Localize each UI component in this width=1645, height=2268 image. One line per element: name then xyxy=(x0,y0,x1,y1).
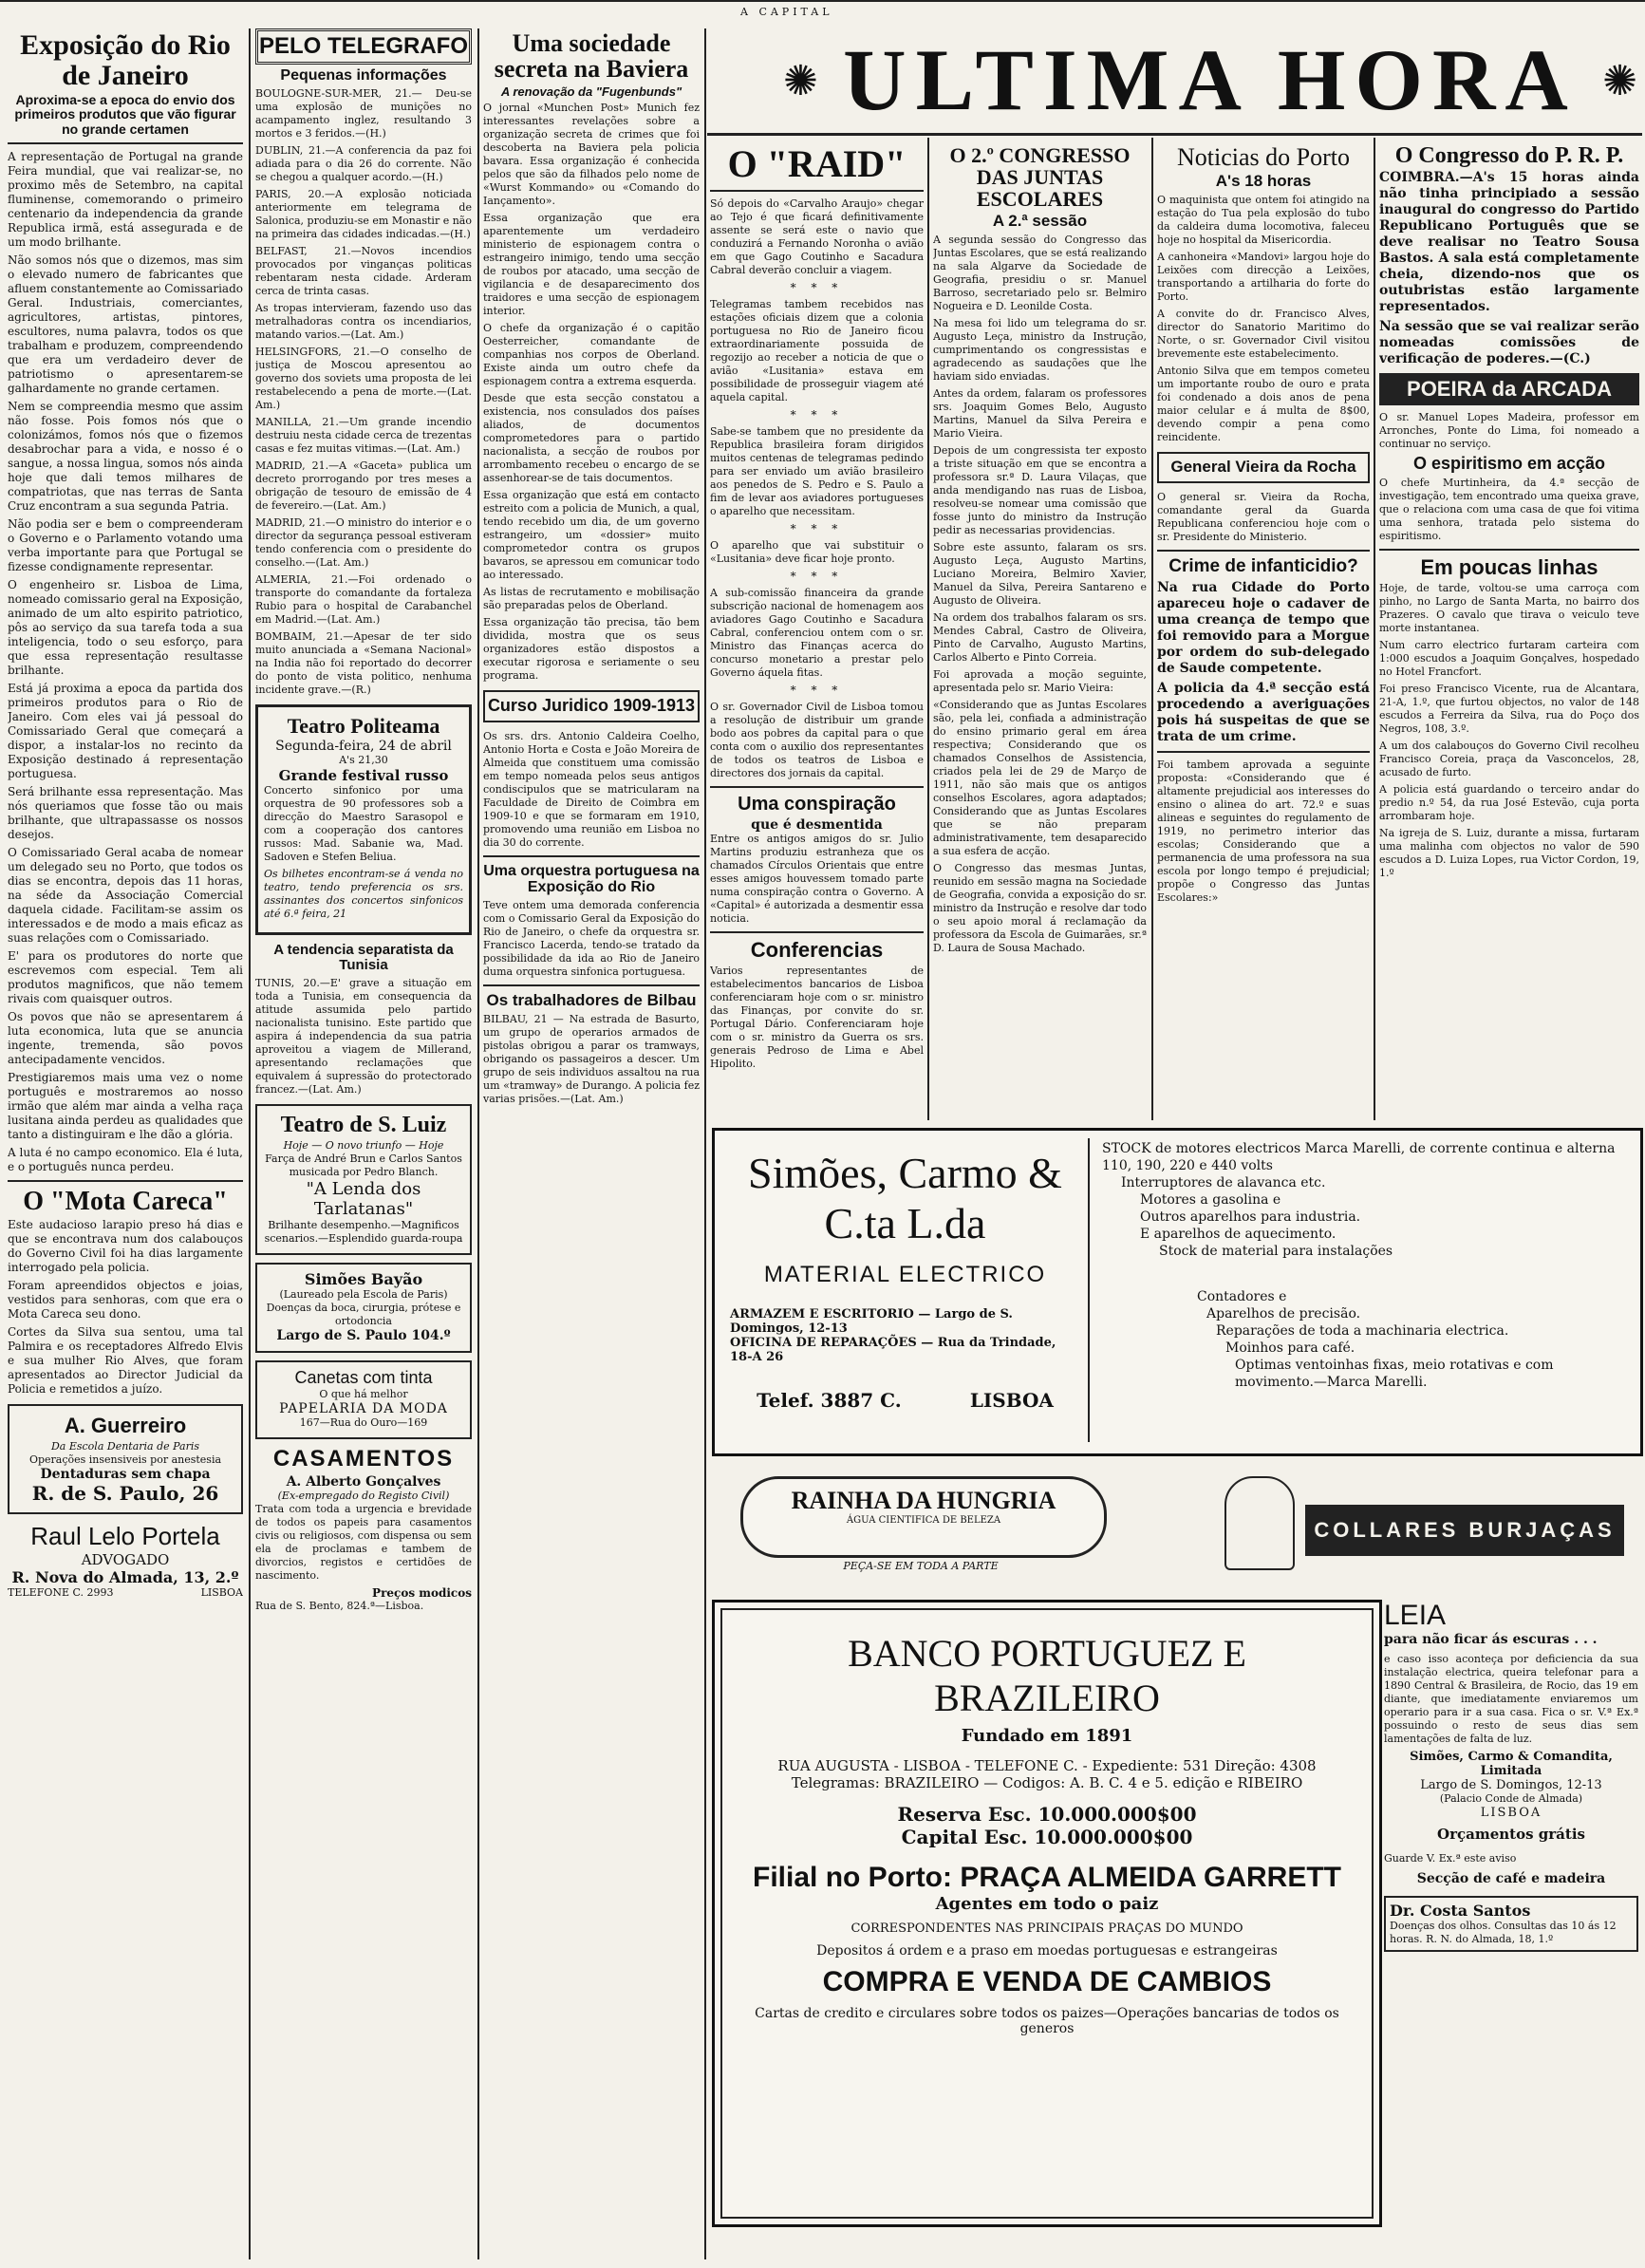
column-rule xyxy=(1151,138,1153,1120)
paragraph: Foram apreendidos objectos e joias, vestidos para senhoras, com que era o Mota Careca seu dono. xyxy=(8,1278,243,1321)
advert-dentist-costa xyxy=(1384,1896,1638,1952)
advert-simoes-carmo xyxy=(712,1128,1643,1456)
article-subtitle: Aproxima-se a epoca do envio dos primeiros produtos que vão figurar no grande certamen xyxy=(14,92,236,137)
paragraph: BILBAU, 21 — Na estrada de Basurto, um grupo de operarios armados de pistolas obrigou a parar os tramways, obrigando os passageiros a descer. Um grupo de seis individuos assaltou na rua um «tramway» de Durango. A policia fez varias prisões.—(Lat. Am.) xyxy=(483,1012,700,1105)
advert-collares xyxy=(1224,1476,1633,1571)
article-title: A tendencia separatista da Tunisia xyxy=(273,941,454,974)
column-2 xyxy=(255,28,472,2259)
advert-text: e caso isso aconteça por deficiencia da sua instalação electrica, queira telefonar para a 1890 Central & Brasileira, de Rocio, das 19 em diante, que imediatamente enviaremos um operario para ir a sua casa. Fica o sr. V.ª Ex.ª possuindo o resto de seus dias sem lamentações de falta de luz. xyxy=(1384,1653,1638,1745)
paragraph: O general sr. Vieira da Rocha, comandante geral da Guarda Republicana conferenciou hoje com o sr. Presidente do Ministerio. xyxy=(1157,490,1370,543)
paragraph: Na rua Cidade do Porto apareceu hoje o cadaver de uma creança de tempo que foi removido para a Morgue por ordem do sub-delegado de Saude competente. xyxy=(1157,579,1370,676)
paragraph: Na mesa foi lido um telegrama do sr. Augusto Leça, ministro da Instrução, cumprimentando os congressistas e agradecendo as saudações que lhe haviam sido enviadas. xyxy=(933,316,1147,383)
paragraph: Nem se compreendia mesmo que assim não fosse. Pois fomos nós que o colonizámos, fomos nós que o fizemos desabrochar para a vida, e nosso é o sangue, a nossa lingua, somos nós ainda hoje que dali temos milhares de compatriotas, que nas terras de Santa Cruz encontram a sua segunda Patria. xyxy=(8,400,243,514)
advert-text: Trata com toda a urgencia e brevidade de todos os papeis para casamentos civis ou religiosos, com dispensa ou sem ela de proclamas e tambem de divorcios, registos e certidões de nascimento. xyxy=(255,1503,472,1583)
advert-seccao: Secção de café e madeira xyxy=(1416,1871,1606,1886)
advert-name: BANCO PORTUGUEZ E BRAZILEIRO xyxy=(848,1632,1246,1719)
article-title: O "Mota Careca" xyxy=(23,1187,228,1217)
paragraph: Não somos nós que o dizemos, mas sim o elevado numero de fabricantes que afluem constantemente ao Comissariado Geral. Industriais, comerciantes, agricultores, artistas, pintores, escultores, numa palavra, todos os que trabalham e produzem, compreendendo que era um verdadeiro dever de patriotismo o apresentarem-se galhardamente no grande certamen. xyxy=(8,253,243,396)
article-title: Noticias do Porto xyxy=(1177,143,1350,171)
paragraph: «Considerando que as Juntas Escolares são, pela lei, confiada a administração do ensino primario geral em área respectiva; Considerando que os chamados Conselhos de Assistencia, criados pela lei de 29 de Março de 1911, não são mais que os antigos conselhos Escolares, agora adaptados; Considerando que as Juntas Escolares que se não preparam administrativamente, tem desaparecido a sua esfera de acção. xyxy=(933,698,1147,857)
ornament-icon: ✺ xyxy=(783,57,818,105)
advert-line: Reparações de toda a machinaria electrica. xyxy=(1216,1323,1509,1339)
paragraph: Varios representantes de estabelecimentos bancarios de Lisboa conferenciaram hoje com o sr. ministro das Finanças, por convite do sr. Portugal Dário. Conferenciaram hoje com o sr. ministro da Guerra os srs. generais Pedroso de Lima e Abel Hipolito. xyxy=(710,965,924,1071)
paragraph: Cortes da Silva sua sentou, uma tal Palmira e os receptadores Alfredo Elvis e sua mulher Rio Alves, que foram apresentados ao Director Judicial da Policia e remetidos a juízo. xyxy=(8,1324,243,1396)
running-head: A CAPITAL xyxy=(740,6,833,18)
advert-city: LISBOA xyxy=(969,1389,1054,1412)
paragraph: TUNIS, 20.—E' grave a situação em toda a Tunisia, em consequencia da atitude assumida pelo partido nacionalista tunisino. Este partido que aspira á independencia da sua patria aproveitou a viagem de Millerand, apresentando reclamações que equivalem á supressão do protectorado francez.—(Lat. Am.) xyxy=(255,976,472,1096)
advert-sluiz xyxy=(255,1104,472,1255)
article-subtitle: A 2.ª sessão xyxy=(992,212,1088,231)
advert-address: Rua de S. Bento, 824.ª—Lisboa. xyxy=(255,1600,424,1613)
paragraph: COIMBRA.—A's 15 horas ainda não tinha principiado a sessão inaugural do congresso do Partido Republicano Português que se deve realisar no Teatro Sousa Bastos. A sala está completamente cheia, dizendo-nos que os outubristas estão largamente representados. xyxy=(1379,170,1639,315)
advert-bayao xyxy=(255,1263,472,1353)
advert-filial: Filial no Porto: PRAÇA ALMEIDA GARRETT xyxy=(753,1862,1341,1893)
article-title: Crime de infanticidio? xyxy=(1168,555,1358,576)
paragraph: Hoje, de tarde, voltou-se uma carroça com pinho, no Largo de Santa Marta, no bairro dos Prazeres. O cavalo que tirava o veiculo teve morte instantanea. xyxy=(1379,582,1639,635)
telegram: PARIS, 20.—A explosão noticiada anteriormente em telegrama de Salonica, produziu-se em Monastir e não na primeira das cidades indicadas.—(H.) xyxy=(255,187,472,240)
advert-title: "A Lenda dos Tarlatanas" xyxy=(306,1178,421,1219)
column-rule xyxy=(704,28,706,2259)
advert-line: ARMAZEM E ESCRITORIO — Largo de S. Domingos, 12-13 xyxy=(730,1307,1013,1336)
paragraph: A policia da 4.ª secção está procedendo a averiguações pois há suspeitas de que se trata de um crime. xyxy=(1157,680,1370,744)
advert-name: A. Alberto Gonçalves xyxy=(286,1474,441,1490)
advert-reserva: Reserva Esc. 10.000.000$00 xyxy=(897,1803,1197,1826)
paragraph: A sub-comissão financeira da grande subscrição nacional de homenagem aos aviadores Gago Coutinho e Sacadura Cabral, conferenciou ontem com o sr. Ministro das Finanças acerca do concurso monetario a prestar pelo Governo áquela fitas. xyxy=(710,587,924,679)
advert-banco xyxy=(712,1600,1382,2227)
column-6 xyxy=(1157,142,1370,1120)
advert-company: Simões, Carmo & Comandita, Limitada xyxy=(1410,1750,1613,1778)
telegraph-logo: PELO TELEGRAFO xyxy=(255,28,472,65)
paragraph: Desde que esta secção constatou a existencia, nos consulados dos países aliados, de documentos comprometedores para o partido nacionalista, a secção de roubos por arrombamento recebeu o encargo de se assenhorear-se de tais documentos. xyxy=(483,391,700,484)
paragraph: O chefe da organização é o capitão Oesterreicher, comandante de companhias nos corpos de Oberland. Existe ainda um outro chefe da espionagem contra a extrema esquerda. xyxy=(483,321,700,387)
article-title: Conferencias xyxy=(750,938,884,962)
advert-line: Farça de André Brun e Carlos Santos musicada por Pedro Blanch. xyxy=(265,1152,462,1178)
column-7 xyxy=(1379,142,1639,1120)
advert-orcamentos: Orçamentos grátis xyxy=(1437,1826,1585,1843)
advert-line: Contadores e xyxy=(1197,1289,1287,1304)
advert-name: COLLARES BURJAÇAS xyxy=(1305,1505,1624,1556)
paragraph: Os povos que não se apresentarem á luta economica, luta que se anuncia ingente, tremenda, são povos antecipadamente vencidos. xyxy=(8,1010,243,1067)
advert-name: Simões, Carmo & C.ta L.da xyxy=(748,1149,1062,1247)
paragraph: A convite do dr. Francisco Alves, director do Sanatorio Maritimo do Norte, o sr. Governador Civil visitou brevemente este estabelecimento. xyxy=(1157,307,1370,360)
paragraph: O sr. Governador Civil de Lisboa tomou a resolução de distribuir um grande bodo aos pobres da capital para o que conta com o auxilio dos representantes de todos os teatros de Lisboa e directores dos jornais da capital. xyxy=(710,701,924,779)
paragraph: Teve ontem uma demorada conferencia com o Comissario Geral da Exposição do Rio de Janeiro, o chefe da orquestra sr. Francisco Lacerda, tendo-se tratado da possibilidade da ida ao Rio de Janeiro duma orquestra sinfonica portuguesa. xyxy=(483,898,700,978)
advert-city: LISBOA xyxy=(200,1585,243,1599)
telegram: BOMBAIM, 21.—Apesar de ter sido muito anunciada a «Semana Nacional» na India não foi reportado do decorrer do ponto de vista politico, nenhuma incidente grave.—(R.) xyxy=(255,629,472,696)
advert-address: Largo de S. Paulo 104.º xyxy=(276,1327,451,1343)
paragraph: Sobre este assunto, falaram os srs. Augusto Leça, Augusto Martins, Luciano Moreira, Belmiro Xavier, Manuel da Silva, Pereira Santareno e Augusto de Oliveira. xyxy=(933,540,1147,607)
paragraph: Este audacioso larapio preso há dias e que se encontrava num dos calabouços do Governo Civil foi ha dias largamente interrogado pela policia. xyxy=(8,1217,243,1274)
advert-address: (Palacio Conde de Almada) xyxy=(1439,1792,1583,1805)
article-title: Os trabalhadores de Bilbau xyxy=(486,990,697,1009)
column-3 xyxy=(483,28,700,2259)
article-title: Uma conspiração xyxy=(738,794,896,815)
telegram: BOULOGNE-SUR-MER, 21.— Deu-se uma explosão de munições no acampamento inglez, resultando 3 mortos e 3 feridos.—(H.) xyxy=(255,86,472,140)
paragraph: A segunda sessão do Congresso das Juntas Escolares, que se está realizando na sala Algarve da Sociedade de Geografia, presidiu o sr. Manuel Barroso, secretariado pelo sr. Belmiro Nogueira e D. Leonilde Costa. xyxy=(933,233,1147,312)
advert-name: Raul Lelo Portela xyxy=(30,1521,220,1550)
paragraph: Depois de um congressista ter exposto a triste situação em que se encontra a professora sr.ª D. Laura Vilaças, que anda mendigando nas ruas de Lisboa, resolveu-se nomear uma comissão que fosse junto do ministro da Instrução pedir as necessarias providencias. xyxy=(933,443,1147,536)
advert-hour: A's 21,30 xyxy=(339,753,388,766)
advert-date: Segunda-feira, 24 de abril xyxy=(275,738,452,754)
paragraph: Foi preso Francisco Vicente, rua de Alcantara, 21-A, 1.º, que furtou objectos, no valor de 148 escudos a Ferreira da Silva, rua do Poço dos Negros, 108, 3.º. xyxy=(1379,683,1639,736)
advert-text: Concerto sinfonico por uma orquestra de 90 professores sob a direcção do Maestro Sarasopol e com a cooperação dos cantores russos: Mad. Sabanie wa, Mad. Sadoven e Stefen Beliua. xyxy=(264,783,463,863)
advert-line: Optimas ventoinhas fixas, meio rotativas e com movimento.—Marca Marelli. xyxy=(1235,1358,1554,1390)
advert-address: R. Nova do Almada, 13, 2.º xyxy=(11,1567,239,1586)
advert-phone: Telef. 3887 C. xyxy=(757,1389,902,1412)
paragraph: Não podia ser e bem o compreenderam o Governo e o Parlamento votando uma verba importante para que Portugal se fizesse condignamente representar. xyxy=(8,517,243,574)
advert-line: Outros aparelhos para industria. xyxy=(1140,1209,1361,1225)
paragraph: A um dos calabouços do Governo Civil recolheu Francisco Coreia, praça da Vasconcelos, 28, acusado de furto. xyxy=(1379,740,1639,779)
advert-politeama xyxy=(255,704,472,935)
advert-line: E aparelhos de aquecimento. xyxy=(1140,1227,1337,1242)
article-title: General Vieira da Rocha xyxy=(1170,457,1356,476)
advert-address: RUA AUGUSTA - LISBOA - TELEFONE C. - Expediente: 531 Direção: 4308 xyxy=(777,1757,1317,1774)
column-rule xyxy=(1374,138,1375,1120)
advert-line: Motores a gasolina e xyxy=(1140,1192,1281,1208)
advert-line: Brilhante desempenho.—Magnificos scenarios.—Esplendido guarda-roupa xyxy=(264,1218,463,1245)
article-title: O "RAID" xyxy=(727,142,907,185)
column-rule xyxy=(477,28,479,2259)
paragraph: Num carro electrico furtaram carteira com 1:000 escudos a Joaquim Gonçalves, hospedado no Hotel Francfort. xyxy=(1379,639,1639,679)
paragraph: Só depois do «Carvalho Araujo» chegar ao Tejo é que ficará definitivamente assente se será este o navio que conduzirá a Fernando Noronha o avião em que Gago Coutinho e Sacadura Cabral deverão concluir a viagem. xyxy=(710,197,924,276)
banner-title: ULTIMA HORA xyxy=(843,31,1578,128)
article-title: O espiritismo em acção xyxy=(1412,454,1606,474)
advert-deposits: Depositos á ordem e a praso em moedas portuguesas e estrangeiras xyxy=(816,1943,1278,1959)
paragraph: Na sessão que se vai realizar serão nomeadas comissões de verificação de poderes.—(C.) xyxy=(1379,319,1639,367)
advert-address: R. de S. Paulo, 26 xyxy=(31,1481,219,1505)
paragraph: O aparelho que vai substituir o «Lusitania» deve ficar hoje pronto. xyxy=(710,539,924,565)
article-title: Curso Juridico 1909-1913 xyxy=(487,695,696,715)
advert-rainha xyxy=(721,1467,1120,1581)
paragraph: O sr. Manuel Lopes Madeira, professor em Arronches, Ponte do Lima, foi nomeado a continuar no serviço. xyxy=(1379,411,1639,451)
paragraph: Antes da ordem, falaram os professores srs. Joaquim Gomes Belo, Augusto Martins, Manuel da Silva Pereira e Mario Vieira. xyxy=(933,386,1147,440)
article-subtitle: A's 18 horas xyxy=(1215,172,1312,191)
article-title: Exposição do Rio de Janeiro xyxy=(20,29,231,91)
article-title: Uma orquestra portuguesa na Exposição do Rio xyxy=(483,862,700,896)
paragraph: As listas de recrutamento e mobilisação são preparadas pelos de Oberland. xyxy=(483,585,700,611)
telegram: BELFAST, 21.—Novos incendios provocados por vinganças politicas rebentaram nesta cidade. Arderam cerca de trinta casas. xyxy=(255,244,472,297)
advert-correspondents: CORRESPONDENTES NAS PRINCIPAIS PRAÇAS DO MUNDO xyxy=(851,1921,1243,1936)
advert-line: Aparelhos de precisão. xyxy=(1206,1306,1361,1321)
advert-subtitle: ÁGUA CIENTIFICA DE BELEZA xyxy=(846,1515,1001,1526)
advert-note: Os bilhetes encontram-se á venda no teatro, tendo preferencia os srs. assinantes dos concertos sinfonicos até 6.ª feira, 21 xyxy=(264,867,463,920)
advert-subtitle: O que há melhor xyxy=(319,1387,408,1400)
advert-text: Doenças dos olhos. Consultas das 10 ás 12 horas. R. N. do Almada, 18, 1.º xyxy=(1390,1920,1617,1945)
paragraph: Entre os antigos amigos do sr. Julio Martins produziu estranheza que os chamados Círculos Orientais que entre esses amigos houvessem tomado parte numa conspiração contra o Governo. A «Capital» é autorizada a desmentir essa noticia. xyxy=(710,833,924,925)
ultima-hora-banner xyxy=(783,28,1637,131)
paragraph: Foi tambem aprovada a seguinte proposta: «Considerando que é altamente prejudicial aos interesses do ensino o alinea do art. 72.º e suas alineas e seguintes do regulamento de 1919, no perimetro interior das escolas; Considerando que a permanencia de uma professora na sua escola por longo tempo é prejudicial; propõe o Congresso das Juntas Escolares:» xyxy=(1157,758,1370,904)
advert-line: OFICINA DE REPARAÇÕES — Rua da Trindade, 18-A 26 xyxy=(730,1336,1056,1364)
paragraph: Está já proxima a epoca da partida dos primeiros produtos para o Rio de Janeiro. Com eles vai já pessoal do Comissariado Geral que começará a dispor, a instalar-los no recinto da Exposição destinado á representação portuguesa. xyxy=(8,682,243,781)
paragraph: Telegramas tambem recebidos nas estações oficiais dizem que a colonia portuguesa no Rio de Janeiro ficou extraordinariamente possuida de regozijo ao receber a noticia de que o avião «Lusitania» estava em possibilidade de prosseguir viagem até aquela capital. xyxy=(710,298,924,403)
paragraph: O chefe Murtinheira, da 4.ª secção de investigação, tem encontrado uma queixa grave, que o relaciona com uma casa de que foi vitima uma senhora, tratada pelo sistema do espiritismo. xyxy=(1379,476,1639,542)
advert-subtitle: (Ex-empregado do Registo Civil) xyxy=(277,1490,450,1503)
paragraph: O jornal «Munchen Post» Munich fez interessantes revelações sobre a organização secreta de crimes que foi descoberta na Baviera pela policia bavara. Essa organização é conhecida pelos que são da filhados pelo nome de «Wurst Kommando» ou «Comando do Iançamento». xyxy=(483,101,700,207)
advert-name: A. Guerreiro xyxy=(64,1413,187,1437)
paragraph: A representação de Portugal na grande Feira mundial, que vai realizar-se, no proximo mês de Setembro, na capital fluminense, comemorando o primeiro centenario da independencia da grande Republica irmã, está assegurada e de um modo brilhante. xyxy=(8,150,243,250)
advert-prices: Preços modicos xyxy=(372,1586,472,1601)
article-title: O 2.º CONGRESSO DAS JUNTAS ESCOLARES xyxy=(949,143,1131,212)
advert-tag: PEÇA-SE EM TODA A PARTE xyxy=(843,1560,999,1572)
column-1 xyxy=(8,28,243,2259)
advert-address: Largo de S. Domingos, 12-13 xyxy=(1420,1778,1602,1792)
advert-lawyer xyxy=(8,1522,243,1599)
advert-phone: TELEFONE C. 2993 xyxy=(8,1585,114,1599)
article-title: O Congresso do P. R. P. xyxy=(1394,143,1624,168)
advert-line: MATERIAL ELECTRICO xyxy=(763,1262,1047,1287)
paragraph: Prestigiaremos mais uma vez o nome português e mostraremos ao nosso irmão que além mar ainda a velha raça lusitana ainda perdeu as qualidades que tanto a distinguiram e lhe dão a glória. xyxy=(8,1071,243,1142)
advert-telegrams: Telegramas: BRAZILEIRO — Codigos: A. B. C. 4 e 5. edição e RIBEIRO xyxy=(791,1774,1303,1791)
paragraph: Essa organização que era aparentemente um verdadeiro ministerio de espionagem contra o estrangeiro inimigo, tendo uma secção de roubos por atacado, uma secção de vigilancia e de desaparecimento dos traidores e uma secção de espionagem interior. xyxy=(483,211,700,317)
paragraph: Será brilhante essa representação. Mas nós queriamos que fosse tão ou mais brilhante, que ultrapassasse os nossos desejos. xyxy=(8,785,243,842)
paragraph: O Congresso das mesmas Juntas, reunido em sessão magna na Sociedade de Geografia, convida a exposição do sr. ministro da Instrução e resolve dar todo o seu apoio moral á reclamação da professora da Escola de Guimarães, sr.ª D. Laura de Sousa Machado. xyxy=(933,861,1147,954)
advert-capital: Capital Esc. 10.000.000$00 xyxy=(901,1826,1193,1848)
advert-leia xyxy=(1384,1600,1638,2221)
advert-cartas: Cartas de credito e circulares sobre todos os paizes—Operações bancarias de todos os generos xyxy=(755,2006,1339,2036)
paragraph: A canhoneira «Mandovi» largou hoje do Leixões com direcção a Leixões, transportando a artilharia do forte do Porto. xyxy=(1157,250,1370,303)
telegram: DUBLIN, 21.—A conferencia da paz foi adiada para o dia 26 do corrente. Não se chegou a qualquer acordo.—(H.) xyxy=(255,143,472,183)
article-subtitle: que é desmentida xyxy=(751,817,883,833)
paragraph: Na ordem dos trabalhos falaram os srs. Mendes Cabral, Castro de Oliveira, Pinto de Carvalho, Augusto Martins, Carlos Alberto e Pinto Correia. xyxy=(933,610,1147,664)
advert-line: Interruptores de alavanca etc. xyxy=(1121,1175,1326,1190)
section-header xyxy=(1157,452,1370,483)
article-title: Em poucas linhas xyxy=(1420,554,1598,579)
ornament-icon: ✺ xyxy=(1602,57,1637,105)
advert-agents: Agentes em todo o paiz xyxy=(935,1894,1159,1914)
advert-line: Stock de material para instalações xyxy=(1159,1244,1393,1259)
advert-title: STOCK de motores electricos Marca Marelli, de corrente continua e alterna 110, 190, 220 e 440 volts xyxy=(1102,1141,1616,1173)
advert-title: Grande festival russo xyxy=(278,766,449,784)
advert-text: Doenças da boca, cirurgia, prótese e ortodoncia xyxy=(266,1301,461,1327)
paragraph: Essa organização que está em contacto estreito com a policia de Munich, a qual, tendo recebido um dia, de um governo estrangeiro, um «dossier» muito comprometedor contra os grupos bavaros, se apressou em comunicar todo ao interessado. xyxy=(483,488,700,581)
paragraph: Essa organização tão precisa, tão bem dividida, mostra que os seus organizadores estão dispostos a executar rigorosa e seriamente o seu programa. xyxy=(483,615,700,682)
paragraph: Foi aprovada a moção seguinte, apresentada pelo sr. Mario Vieira: xyxy=(933,667,1147,694)
advert-name: Teatro Politeama xyxy=(287,713,440,738)
article-title: Uma sociedade secreta na Baviera xyxy=(494,29,689,84)
column-rule xyxy=(249,28,251,2259)
advert-canetas xyxy=(255,1360,472,1439)
advert-cambios: COMPRA E VENDA DE CAMBIOS xyxy=(822,1966,1272,1997)
advert-title: Canetas com tinta xyxy=(294,1367,433,1387)
paragraph: Sabe-se tambem que no presidente da Republica brasileira foram dirigidos muitos centenas de telegramas pedindo para ser enviado um avião brasileiro aos penedos de S. Pedro e S. Paulo a fim de levar aos aviadores portugueses o aparelho que necessitam. xyxy=(710,425,924,517)
advert-subtitle: ADVOGADO xyxy=(81,1550,170,1568)
paragraph: A luta é no campo economico. Ela é luta, e o português nunca perdeu. xyxy=(8,1146,243,1174)
advert-name: RAINHA DA HUNGRIA xyxy=(791,1487,1056,1514)
advert-left xyxy=(722,1138,1090,1442)
poeira-logo: POEIRA da ARCADA xyxy=(1379,373,1639,405)
advert-line: Moinhos para café. xyxy=(1225,1340,1355,1356)
advert-subtitle: Da Escola Dentaria de Paris xyxy=(50,1439,200,1453)
advert-title: LEIA xyxy=(1384,1600,1447,1631)
telegram: HELSINGFORS, 21.—O conselho de justiça de Moscou apresentou ao governo dos soviets uma proposta de lei restabelecendo a pena de morte.—(Lat. Am.) xyxy=(255,345,472,411)
paragraph: Na igreja de S. Luiz, durante a missa, furtaram uma malinha com objectos no valor de 590 escudos a D. Luiza Lopes, rua Victor Cordon, 19, 1.º xyxy=(1379,827,1639,880)
paragraph: O engenheiro sr. Lisboa de Lima, nomeado comissario geral na Exposição, animado de um alto espirito patriotico, pôs ao serviço da sua tarefa toda a sua inteligencia, todo o seu esforço, para que essa representação resultasse brilhante. xyxy=(8,578,243,678)
section-subtitle: Pequenas informações xyxy=(280,67,447,84)
advert-city: LISBOA xyxy=(1480,1806,1542,1820)
advert-dentist xyxy=(8,1404,243,1514)
column-rule xyxy=(927,138,929,1120)
paragraph: E' para os produtores do norte que escrevemos com especial. Tem ali produtos magnificos, que não temem rivais com quaisquer outros. xyxy=(8,949,243,1006)
paragraph: O Comissariado Geral acaba de nomear um delegado seu no Porto, que todos os dias se encontra, depois das 11 horas, na séde da Associação Comercial daquela cidade. Facilitam-se assim os interessados e de modo a mais eficaz as suas relações com o Comissariado. xyxy=(8,846,243,946)
paragraph: A policia está guardando o terceiro andar do predio n.º 54, da rua José Estevão, cuja porta arrombaram hoje. xyxy=(1379,783,1639,823)
advert-shop: PAPELARIA DA MODA xyxy=(279,1400,448,1416)
advert-line: Hoje — O novo triunfo — Hoje xyxy=(283,1138,444,1152)
section-header xyxy=(483,690,700,722)
advert-founded: Fundado em 1891 xyxy=(961,1726,1133,1746)
advert-footer: Guarde V. Ex.ª este aviso xyxy=(1384,1852,1517,1865)
advert-name: Simões Bayão xyxy=(304,1269,423,1288)
column-5 xyxy=(933,142,1147,1120)
telegram: ALMERIA, 21.—Foi ordenado o transporte do comandante da fortaleza Rubio para o hospital de Carabanchel em Madrid.—(Lat. Am.) xyxy=(255,572,472,626)
advert-subtitle: para não ficar ás escuras . . . xyxy=(1384,1632,1598,1647)
column-4: O "RAID" Só depois do «Carvalho Araujo» chegar ao Tejo é que ficará definitivamente assente se será este o navio que conduzirá a Fernando Noronha o avião em que Gago Coutinho e Sacadura Cabral deverão concluir a viagem. * * * Telegramas tambem recebidos nas estações oficiais dizem que a colonia portuguesa no Rio de Janeiro ficou extraordinariamente possuida de regozijo ao receber a noticia de que o avião «Lusitania» estava em possibilidade de prosseguir viagem até aquela capital. * * * Sabe-se tambem que no presidente da Republica brasileira foram dirigidos muitos centenas de telegramas pedindo para ser enviado um avião brasileiro aos penedos de S. Pedro e S. Paulo a fim de levar aos aviadores portugueses o aparelho que necessitam. * * * O aparelho que vai substituir o «Lusitania» deve ficar hoje pronto. * * * A sub-comissão financeira da grande subscrição nacional de homenagem aos aviadores Gago Coutinho e Sacadura Cabral, conferenciou ontem com o sr. Ministro das Finanças acerca do concurso monetario a prestar pelo Governo áquela fitas. * * * O sr. Governador Civil de Lisboa tomou a resolução de distribuir um grande bodo aos pobres da capital para o que conta com o auxilio dos representantes de todos os teatros de Lisboa e directores dos jornais da capital. Uma conspiração que é desmentida Entre os antigos amigos do sr. Julio Martins produziu estranheza que os chamados Círculos Orientais que entre esses amigos houvessem tomado parte numa conspiração contra o Governo. A «Capital» é autorizada a desmentir essa noticia. Conferencias Varios representantes de estabelecimentos bancarios de Lisboa conferenciaram hoje com o sr. ministro das Finanças, por convite do sr. Portugal Dário. Conferenciaram hoje com o sr. ministro da Guerra os srs. generais Pedroso de Lima e Abel Hipolito. xyxy=(710,142,924,1071)
telegram: MADRID, 21.—A «Gaceta» publica um decreto prorrogando por tres meses a obrigação de tesouro de emissão de 4 de fevereiro.—(Lat. Am.) xyxy=(255,459,472,512)
paragraph: Antonio Silva que em tempos cometeu um importante roubo de ouro e prata foi condenado a dois anos de pena maior celular e á multa de 8$00, devendo compir a pena como reincidente. xyxy=(1157,364,1370,443)
telegram: MADRID, 21.—O ministro do interior e o director da segurança pessoal estiveram tendo conferencia com o presidente do conselho.—(Lat. Am.) xyxy=(255,515,472,569)
advert-line: Operações insensiveis por anestesia xyxy=(28,1453,222,1466)
advert-address: 167—Rua do Ouro—169 xyxy=(299,1415,428,1429)
advert-name: Dr. Costa Santos xyxy=(1390,1902,1531,1920)
advert-line: Dentaduras sem chapa xyxy=(40,1466,211,1482)
telegram: MANILLA, 21.—Um grande incendio destruiu nesta cidade cerca de trezentas casas e fez muitas vitimas.—(Lat. Am.) xyxy=(255,415,472,455)
advert-right xyxy=(1102,1140,1629,1391)
banner-rule xyxy=(707,133,1642,136)
paragraph: Os srs. drs. Antonio Caldeira Coelho, Antonio Horta e Costa e João Moreira de Almeida que constituem uma comissão em tempo nomeada pelos seus antigos condiscipulos que se matricularam na Faculdade de Direito de Coimbra em 1909-10 e que se formaram em 1910, promovendo uma reunião em Lisboa no dia 30 do corrente. xyxy=(483,729,700,849)
telegram: As tropas intervieram, fazendo uso das metralhadoras contra os incendiarios, matando varios.—(Lat. Am.) xyxy=(255,301,472,341)
article-subtitle: A renovação da "Fugenbunds" xyxy=(500,84,682,99)
advert-title: CASAMENTOS xyxy=(272,1445,455,1471)
paragraph: O maquinista que ontem foi atingido na estação do Tua pela explosão do tubo da caldeira duma locomotiva, faleceu hoje no hospital da Misericordia. xyxy=(1157,193,1370,246)
bottle-icon xyxy=(1224,1476,1295,1570)
advert-name: Teatro de S. Luiz xyxy=(280,1112,447,1137)
advert-subtitle: (Laureado pela Escola de Paris) xyxy=(279,1287,448,1301)
